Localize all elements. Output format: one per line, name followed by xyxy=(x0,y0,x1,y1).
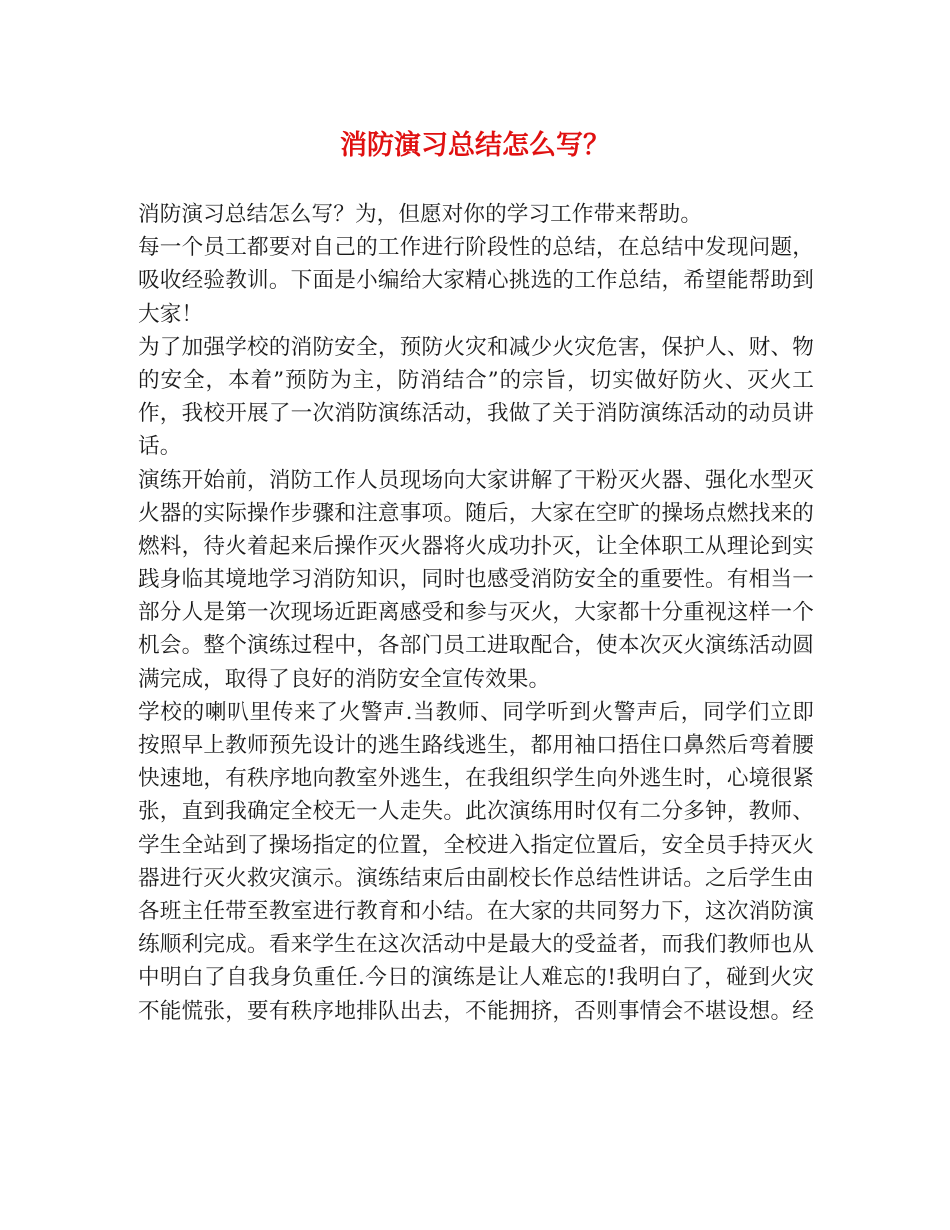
body-line: 的安全，本着”预防为主，防消结合”的宗旨，切实做好防火、灭火工 xyxy=(138,367,814,393)
document-body xyxy=(138,198,814,1028)
body-line: 不能慌张，要有秩序地排队出去，不能拥挤，否则事情会不堪设想。经 xyxy=(138,998,814,1024)
body-line: 话。 xyxy=(138,434,182,460)
body-line: 机会。整个演练过程中，各部门员工进取配合，使本次灭火演练活动圆 xyxy=(138,633,814,659)
body-line: 按照早上教师预先设计的逃生路线逃生，都用袖口捂住口鼻然后弯着腰 xyxy=(138,733,814,758)
body-line: 吸收经验教训。下面是小编给大家精心挑选的工作总结，希望能帮助到 xyxy=(138,268,814,294)
body-line: 为了加强学校的消防安全，预防火灾和减少火灾危害，保护人、财、物 xyxy=(138,334,814,360)
body-line: 每一个员工都要对自己的工作进行阶段性的总结，在总结中发现问题， xyxy=(138,235,814,261)
body-line: 火器的实际操作步骤和注意事项。随后，大家在空旷的操场点燃找来的 xyxy=(138,500,814,526)
body-line: 演练开始前，消防工作人员现场向大家讲解了干粉灭火器、强化水型灭 xyxy=(138,467,814,493)
body-line: 燃料，待火着起来后操作灭火器将火成功扑灭，让全体职工从理论到实 xyxy=(138,533,814,559)
body-line: 消防演习总结怎么写？为，但愿对你的学习工作带来帮助。 xyxy=(138,202,703,227)
body-line: 学校的喇叭里传来了火警声.当教师、同学听到火警声后，同学们立即 xyxy=(138,699,814,725)
body-line: 部分人是第一次现场近距离感受和参与灭火，大家都十分重视这样一个 xyxy=(138,600,814,626)
document-title: 消防演习总结怎么写？ xyxy=(340,130,610,161)
body-line: 张，直到我确定全校无一人走失。此次演练用时仅有二分多钟，教师、 xyxy=(138,799,814,825)
body-line: 学生全站到了操场指定的位置，全校进入指定位置后，安全员手持灭火 xyxy=(138,832,814,858)
body-line: 快速地，有秩序地向教室外逃生，在我组织学生向外逃生时，心境很紧 xyxy=(138,766,814,792)
body-line: 器进行灭火救灾演示。演练结束后由副校长作总结性讲话。之后学生由 xyxy=(138,865,814,891)
body-line: 中明白了自我身负重任.今日的演练是让人难忘的!我明白了，碰到火灾 xyxy=(138,965,814,991)
body-line: 作，我校开展了一次消防演练活动，我做了关于消防演练活动的动员讲 xyxy=(138,401,814,427)
body-line: 满完成，取得了良好的消防安全宣传效果。 xyxy=(138,666,551,692)
body-line: 练顺利完成。看来学生在这次活动中是最大的受益者，而我们教师也从 xyxy=(138,932,814,958)
body-line: 各班主任带至教室进行教育和小结。在大家的共同努力下，这次消防演 xyxy=(138,898,814,924)
body-line: 大家！ xyxy=(138,301,204,327)
body-line: 践身临其境地学习消防知识，同时也感受消防安全的重要性。有相当一 xyxy=(138,567,814,593)
